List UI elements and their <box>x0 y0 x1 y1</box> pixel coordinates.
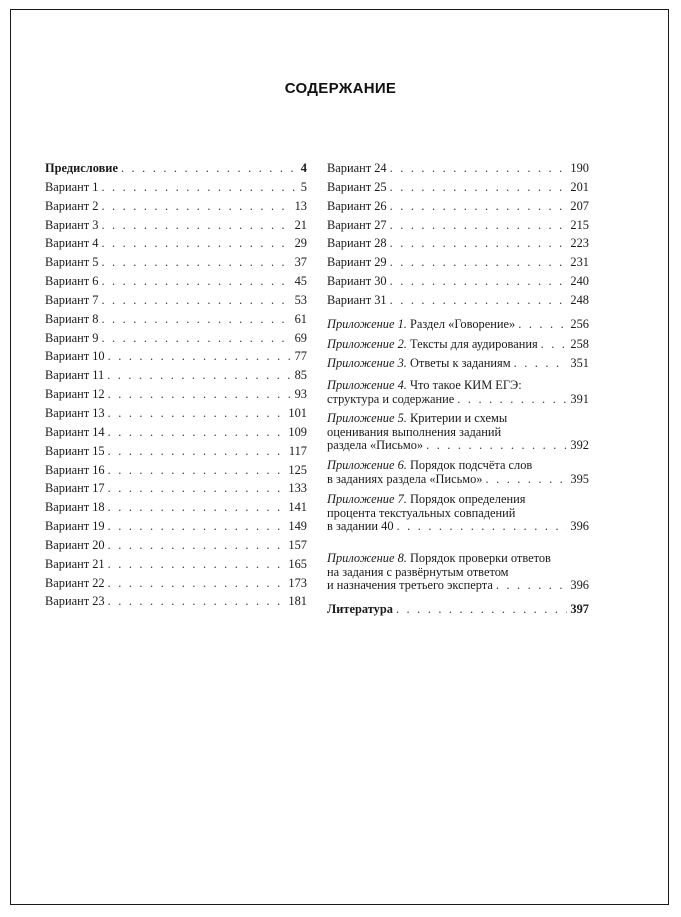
appendix-prefix: Приложение 7. <box>327 492 407 506</box>
toc-entry-variant <box>45 200 307 219</box>
entry-title: Раздел «Говорение» <box>409 317 516 331</box>
toc-entry-variant <box>45 577 307 596</box>
dot-leader <box>101 200 291 214</box>
page-number: 85 <box>294 368 307 383</box>
dot-leader <box>108 426 286 440</box>
entry-title: Вариант 4 <box>45 236 99 251</box>
appendix-prefix: Приложение 5. <box>327 411 407 425</box>
page-number: 181 <box>288 594 307 609</box>
entry-title: Вариант 27 <box>327 217 387 232</box>
entry-title: Вариант 11 <box>45 368 105 383</box>
dot-leader <box>107 369 291 383</box>
page-number: 190 <box>570 161 589 175</box>
appendix-prefix: Приложение 1. <box>327 317 407 331</box>
entry-title: и назначения третьего эксперта <box>327 578 493 592</box>
entry-title: Вариант 18 <box>45 500 105 515</box>
dot-leader <box>390 256 568 270</box>
page-number: 231 <box>570 255 589 270</box>
toc-entry-appendix <box>327 357 589 371</box>
entry-title: Вариант 28 <box>327 236 387 251</box>
dot-leader <box>390 237 568 251</box>
dot-leader <box>121 162 298 176</box>
page-number: 149 <box>288 519 307 534</box>
toc-entry-variant <box>45 558 307 577</box>
page-number: 201 <box>570 179 589 194</box>
page-number: 101 <box>288 405 307 420</box>
toc-left-column <box>45 162 307 614</box>
toc-entry-variant <box>45 482 307 501</box>
page-number: 256 <box>570 317 589 331</box>
dot-leader <box>108 501 286 515</box>
entry-title: Вариант 17 <box>45 481 105 496</box>
dot-leader <box>108 558 286 572</box>
toc-entry-variant <box>45 219 307 238</box>
toc-entry-appendix <box>327 379 589 406</box>
appendix-prefix: Приложение 6. <box>327 458 407 472</box>
page-number: 37 <box>294 255 307 270</box>
entry-title: Вариант 24 <box>327 161 387 175</box>
dot-leader <box>514 357 568 371</box>
entry-title: Предисловие <box>45 161 118 175</box>
dot-leader <box>101 181 297 195</box>
dot-leader <box>390 181 568 195</box>
toc-entry-appendix <box>327 459 589 486</box>
entry-title: Вариант 1 <box>45 179 99 194</box>
dot-leader <box>101 294 291 308</box>
page-number: 77 <box>294 349 307 364</box>
toc-entry-appendix <box>327 318 589 332</box>
toc-entry-appendix <box>327 552 589 593</box>
entry-title: Вариант 30 <box>327 274 387 289</box>
dot-leader <box>390 200 568 214</box>
page-number: 133 <box>288 481 307 496</box>
appendix-prefix: Приложение 8. <box>327 551 407 565</box>
page-number: 4 <box>300 161 307 175</box>
page-number: 223 <box>570 236 589 251</box>
page-title: СОДЕРЖАНИЕ <box>284 80 397 97</box>
toc-entry-variant <box>327 219 589 238</box>
toc-entry-appendix <box>327 412 589 453</box>
toc-entry-variant <box>45 445 307 464</box>
entry-title: Вариант 9 <box>45 330 99 345</box>
entry-title: Тексты для аудирования <box>409 337 538 351</box>
entry-title: Вариант 15 <box>45 443 105 458</box>
entry-title: Вариант 16 <box>45 462 105 477</box>
page-number: 69 <box>294 330 307 345</box>
toc-entry-variant <box>45 464 307 483</box>
entry-title: оценивания выполнения заданий <box>327 424 502 439</box>
dot-leader <box>426 439 567 453</box>
toc-entry-variant <box>45 388 307 407</box>
entry-title: Вариант 20 <box>45 537 105 552</box>
dot-leader <box>496 579 568 593</box>
toc-entry-appendix <box>327 338 589 352</box>
dot-leader <box>108 350 292 364</box>
page-number: 125 <box>288 462 307 477</box>
appendix-prefix: Приложение 2. <box>327 337 407 351</box>
entry-title: структура и содержание <box>327 391 455 406</box>
dot-leader <box>397 520 568 534</box>
toc-entry-variant <box>45 369 307 388</box>
dot-leader <box>108 577 286 591</box>
toc-entry-variant <box>45 332 307 351</box>
page-number: 240 <box>570 274 589 289</box>
page-number: 117 <box>288 443 307 458</box>
toc-entry-variant <box>45 501 307 520</box>
entry-title: Вариант 10 <box>45 349 105 364</box>
page-number: 391 <box>570 391 589 406</box>
entry-title: Вариант 7 <box>45 292 99 307</box>
entry-title: Вариант 3 <box>45 217 99 232</box>
dot-leader <box>101 313 291 327</box>
page-number: 109 <box>288 424 307 439</box>
toc-entry-variant <box>45 294 307 313</box>
toc-entry-variant <box>45 313 307 332</box>
dot-leader <box>101 256 291 270</box>
page-number: 53 <box>294 292 307 307</box>
toc-entry-variant <box>327 294 589 313</box>
appendix-prefix: Приложение 4. <box>327 378 407 392</box>
entry-title: Вариант 14 <box>45 424 105 439</box>
page-number: 13 <box>294 198 307 213</box>
page-number: 165 <box>288 556 307 571</box>
dot-leader <box>390 219 568 233</box>
dot-leader <box>390 294 568 308</box>
entry-title: Ответы к заданиям <box>409 356 511 370</box>
dot-leader <box>486 473 568 487</box>
dot-leader <box>108 388 292 402</box>
toc-entry-variant <box>45 595 307 614</box>
entry-title: Вариант 31 <box>327 292 387 307</box>
page-number: 396 <box>570 578 589 592</box>
entry-title: Вариант 25 <box>327 179 387 194</box>
toc-entry-variant <box>45 275 307 294</box>
toc-entry-variant <box>327 237 589 256</box>
page-number: 173 <box>288 575 307 590</box>
entry-title: Порядок определения <box>409 492 526 506</box>
entry-title: Вариант 13 <box>45 405 105 420</box>
entry-title: Критерии и схемы <box>409 411 508 425</box>
dot-leader <box>108 539 286 553</box>
page-number: 248 <box>570 292 589 307</box>
page-number: 207 <box>570 198 589 213</box>
appendix-prefix: Приложение 3. <box>327 356 407 370</box>
page-number: 258 <box>570 337 589 351</box>
toc-entry-literature <box>327 603 589 617</box>
toc-entry-variant <box>45 237 307 256</box>
page-number: 141 <box>288 500 307 515</box>
toc-entry-variant <box>45 539 307 558</box>
entry-title: Вариант 2 <box>45 198 99 213</box>
toc-entry-variant <box>45 350 307 369</box>
entry-title: Вариант 6 <box>45 274 99 289</box>
toc-entry-variant <box>327 162 589 181</box>
entry-title: Порядок подсчёта слов <box>409 458 533 472</box>
toc-entry-variant <box>45 520 307 539</box>
dot-leader <box>108 445 286 459</box>
dot-leader <box>101 219 291 233</box>
page-number: 395 <box>570 471 589 486</box>
toc-entry-variant <box>45 407 307 426</box>
toc-right-column <box>327 161 589 616</box>
toc-entry-variant <box>327 256 589 275</box>
dot-leader <box>101 237 291 251</box>
page-number: 21 <box>294 217 307 232</box>
dot-leader <box>101 332 291 346</box>
dot-leader <box>390 275 568 289</box>
dot-leader <box>108 464 286 478</box>
dot-leader <box>396 603 567 617</box>
dot-leader <box>457 393 567 407</box>
toc-entry-variant <box>327 275 589 294</box>
dot-leader <box>108 520 286 534</box>
entry-title: Вариант 23 <box>45 594 105 609</box>
dot-leader <box>541 338 568 352</box>
entry-title: Вариант 5 <box>45 255 99 270</box>
entry-title: Вариант 29 <box>327 255 387 270</box>
page-number: 61 <box>294 311 307 326</box>
entry-title: Вариант 12 <box>45 387 105 402</box>
toc-entry-variant <box>327 200 589 219</box>
dot-leader <box>101 275 291 289</box>
entry-title: процента текстуальных совпадений <box>327 505 516 520</box>
dot-leader <box>518 318 567 332</box>
entry-title: Вариант 26 <box>327 198 387 213</box>
toc-entry-appendix <box>327 493 589 534</box>
page-number: 396 <box>570 519 589 533</box>
entry-title: Что такое КИМ ЕГЭ: <box>409 378 522 392</box>
toc-entry-variant <box>327 181 589 200</box>
page-number: 29 <box>294 236 307 251</box>
entry-title: Вариант 21 <box>45 556 105 571</box>
toc-entry-variant <box>45 426 307 445</box>
page-number: 157 <box>288 537 307 552</box>
entry-title: Вариант 22 <box>45 575 105 590</box>
page-number: 392 <box>570 438 589 452</box>
page-number: 5 <box>300 179 307 194</box>
entry-title: Литература <box>327 602 393 616</box>
entry-title: в задании 40 <box>327 519 394 533</box>
entry-title: в заданиях раздела «Письмо» <box>327 471 483 486</box>
entry-title: Вариант 8 <box>45 311 99 326</box>
page-number: 93 <box>294 387 307 402</box>
toc-entry-variant <box>45 256 307 275</box>
entry-title: Вариант 19 <box>45 519 105 534</box>
toc-entry-preface <box>45 162 307 181</box>
entry-title: раздела «Письмо» <box>327 438 424 452</box>
entry-title: Порядок проверки ответов <box>409 551 551 565</box>
page-number: 397 <box>570 602 589 616</box>
page-number: 45 <box>294 274 307 289</box>
dot-leader <box>108 482 286 496</box>
dot-leader <box>108 595 286 609</box>
entry-title: на задания с развёрнутым ответом <box>327 564 509 579</box>
dot-leader <box>390 162 568 176</box>
page-number: 351 <box>570 356 589 370</box>
page-number: 215 <box>570 217 589 232</box>
toc-entry-variant <box>45 181 307 200</box>
dot-leader <box>108 407 286 421</box>
